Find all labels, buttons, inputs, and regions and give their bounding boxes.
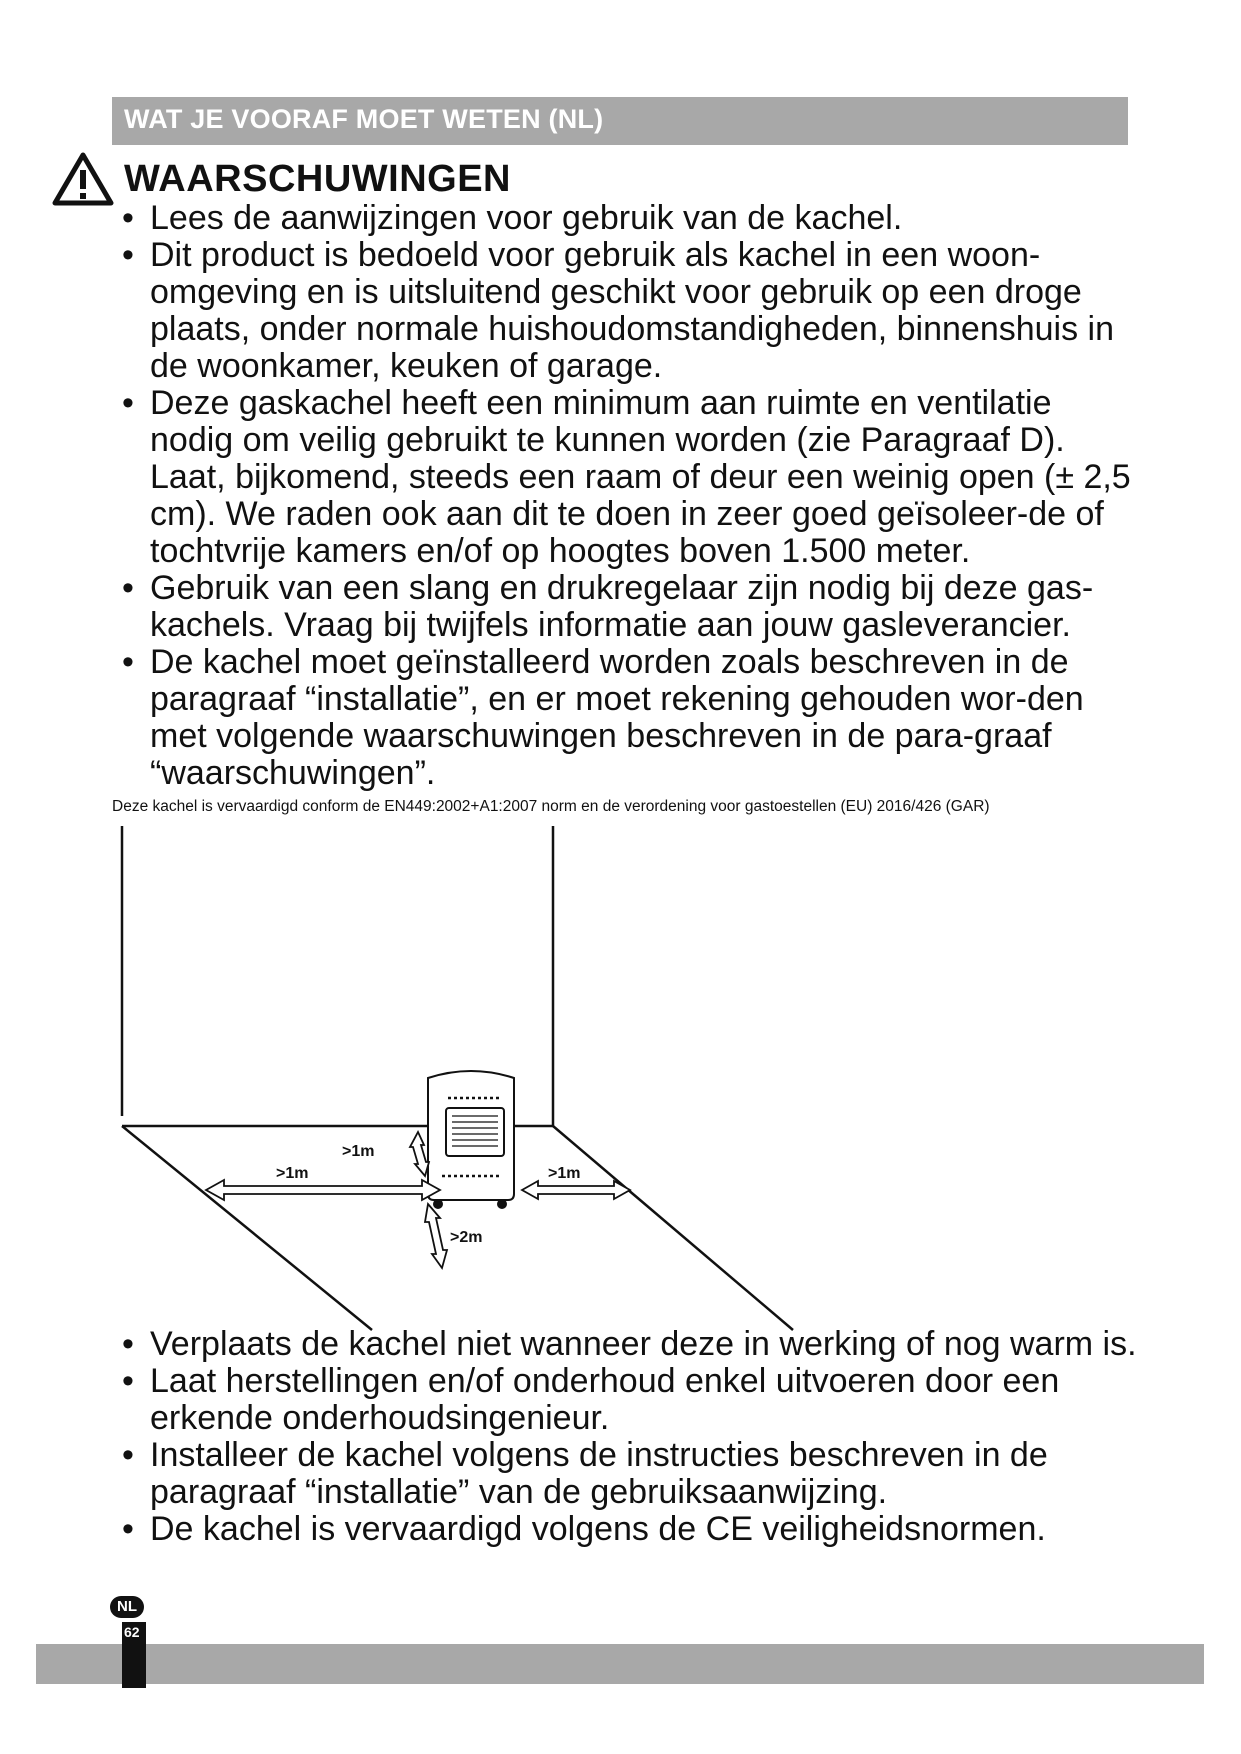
top-clearance-arrow xyxy=(410,1132,429,1176)
warnings-list-top xyxy=(110,200,1140,792)
page-number: 62 xyxy=(124,1624,140,1640)
list-item: • De kachel moet geïnstalleerd worden zoals beschreven in de paragraaf “installatie”, en er moet rekening gehouden wor-den met volgende waarschuwingen beschreven in de para-graaf “waarschuwingen”. xyxy=(110,644,1140,792)
list-item: • Verplaats de kachel niet wanneer deze in werking of nog warm is. xyxy=(110,1326,1140,1363)
section-header-title: WAT JE VOORAF MOET WETEN (NL) xyxy=(124,104,604,134)
right-clearance-label: >1m xyxy=(548,1165,581,1182)
norm-compliance-note: Deze kachel is vervaardigd conform de EN449:2002+A1:2007 norm en de verordening voor gastoestellen (EU) 2016/426 (GAR) xyxy=(112,798,990,815)
list-item: • Lees de aanwijzingen voor gebruik van de kachel. xyxy=(110,200,1140,237)
warnings-list-bottom xyxy=(110,1326,1140,1548)
warning-triangle-icon xyxy=(52,152,114,206)
right-clearance-arrow xyxy=(522,1181,630,1199)
list-item: • Deze gaskachel heeft een minimum aan ruimte en ventilatie nodig om veilig gebruikt te kunnen worden (zie Paragraaf D). Laat, bijkomend, steeds een raam of deur een weinig open (± 2,5 cm). We raden ook aan dit te doen in zeer goed geïsoleer-de of tochtvrije kamers en/of op hoogtes boven 1.500 meter. xyxy=(110,385,1140,570)
page-number-tab xyxy=(122,1622,146,1688)
floor-left-line xyxy=(122,1126,375,1330)
language-badge: NL xyxy=(110,1596,144,1618)
front-clearance-label: >2m xyxy=(450,1229,483,1246)
list-item: • Installeer de kachel volgens de instructies beschreven in de paragraaf “installatie” van de gebruiksaanwijzing. xyxy=(110,1437,1140,1511)
heater-illustration xyxy=(428,1071,514,1208)
clearance-diagram xyxy=(110,826,810,1336)
list-item: • Gebruik van een slang en drukregelaar zijn nodig bij deze gas-kachels. Vraag bij twijfels informatie aan jouw gasleverancier. xyxy=(110,570,1140,644)
front-clearance-arrow xyxy=(425,1204,447,1268)
floor-right-line xyxy=(553,1126,793,1330)
section-header-bar xyxy=(112,97,1128,145)
top-clearance-label: >1m xyxy=(342,1143,375,1160)
list-item: • Laat herstellingen en/of onderhoud enkel uitvoeren door een erkende onderhoudsingenieur. xyxy=(110,1363,1140,1437)
list-item: • Dit product is bedoeld voor gebruik als kachel in een woon-omgeving en is uitsluitend geschikt voor gebruik op een droge plaats, onder normale huishoudomstandigheden, binnenshuis in de woonkamer, keuken of garage. xyxy=(110,237,1140,385)
left-clearance-label: >1m xyxy=(276,1165,309,1182)
footer-bar xyxy=(36,1644,1204,1684)
warnings-heading: WAARSCHUWINGEN xyxy=(124,158,511,200)
left-clearance-arrow xyxy=(206,1180,440,1200)
list-item: • De kachel is vervaardigd volgens de CE veiligheidsnormen. xyxy=(110,1511,1140,1548)
